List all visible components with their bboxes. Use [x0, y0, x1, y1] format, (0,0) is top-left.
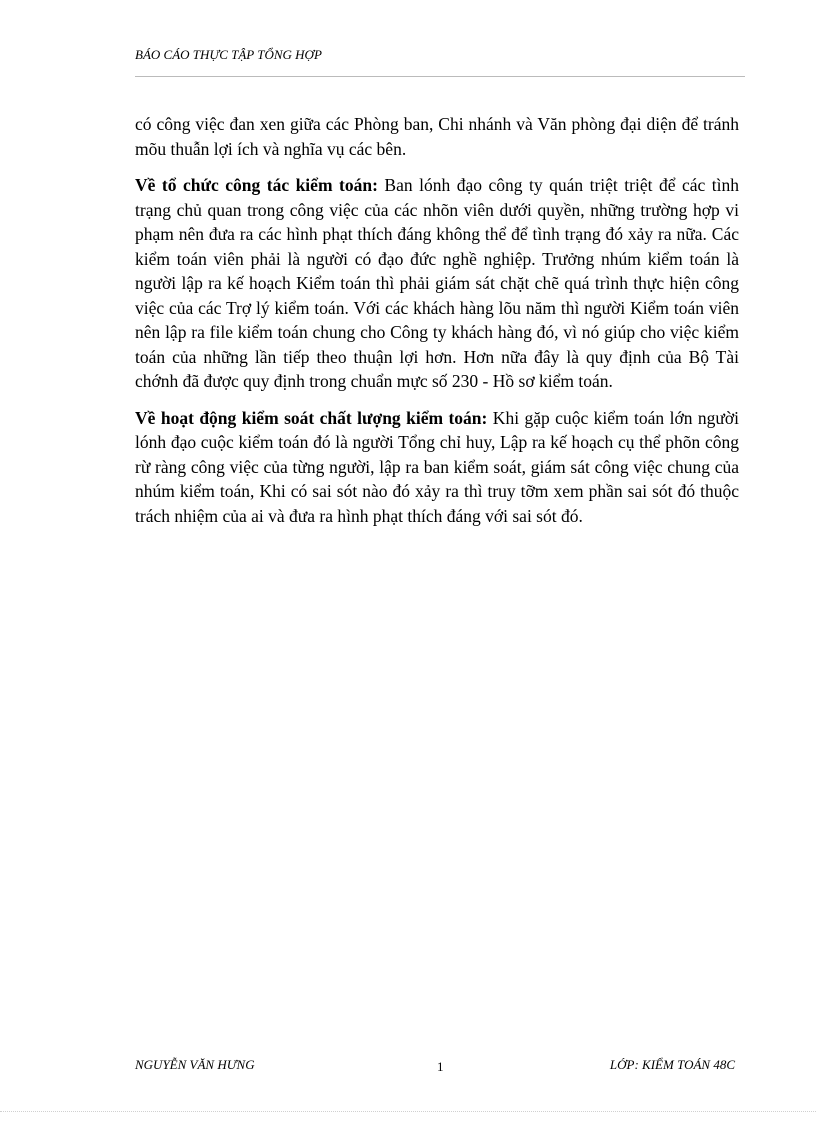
paragraph-3-heading: Về hoạt động kiểm soát chất lượng kiểm toán: — [135, 407, 488, 428]
page-bottom-edge — [0, 1111, 816, 1112]
paragraph-2-heading: Về tổ chức công tác kiểm toán: — [135, 175, 378, 195]
paragraph-1-text: có công việc đan xen giữa các Phòng ban, Chi nhánh và Văn phòng đại diện để tránh mõu thuẫn lợi ích và nghĩa vụ các bên. — [135, 114, 739, 159]
page-footer — [135, 1057, 735, 1077]
paragraph-3-text: Khi gặp cuộc kiểm toán lớn người lónh đạo cuộc kiểm toán đó là người Tổng chỉ huy, Lập ra kế hoạch cụ thể phõn công rừ ràng công việc của từng người, lập ra ban kiểm soát, giám sát công việc chung của nhúm kiểm toán, Khi có sai sót nào đó xảy ra thì truy tỡm xem phần sai sót đó thuộc trách nhiệm của ai và đưa ra hình phạt thích đáng với sai sót đó. — [135, 407, 740, 526]
footer-author: NGUYỄN VĂN HƯNG — [135, 1057, 255, 1072]
header-divider — [135, 76, 745, 77]
report-title: BÁO CÁO THỰC TẬP TỔNG HỢP — [135, 47, 322, 62]
paragraph-2-text: Ban lónh đạo công ty quán triệt triệt để các tình trạng chủ quan trong công việc của các nhõn viên dưới quyền, những trường hợp vi phạm nên đưa ra các hình phạt thích đáng không thể để tình trạng đó xảy ra nữa. Các kiểm toán viên phải là người có đạo đức nghề nghiệp. Trưởng nhúm kiểm toán là người lập ra kế hoạch Kiểm toán thì phải giám sát chặt chẽ quá trình thực hiện công việc của các Trợ lý kiểm toán. Với các khách hàng lõu năm thì người Kiểm toán viên nên lập ra file kiểm toán chung cho Công ty khách hàng đó, vì nó giúp cho việc kiểm toán của những lần tiếp theo thuận lợi hơn. Hơn nữa đây là quy định của Bộ Tài chớnh đã được quy định trong chuẩn mực số 230 - Hồ sơ kiểm toán. — [135, 175, 739, 391]
footer-class: LỚP: KIỂM TOÁN 48C — [609, 1057, 735, 1072]
document-body — [135, 112, 739, 540]
page-header — [135, 47, 755, 63]
paragraph-3 — [135, 406, 739, 529]
paragraph-2 — [135, 173, 739, 394]
paragraph-1 — [135, 112, 739, 161]
page-number: 1 — [437, 1059, 444, 1074]
